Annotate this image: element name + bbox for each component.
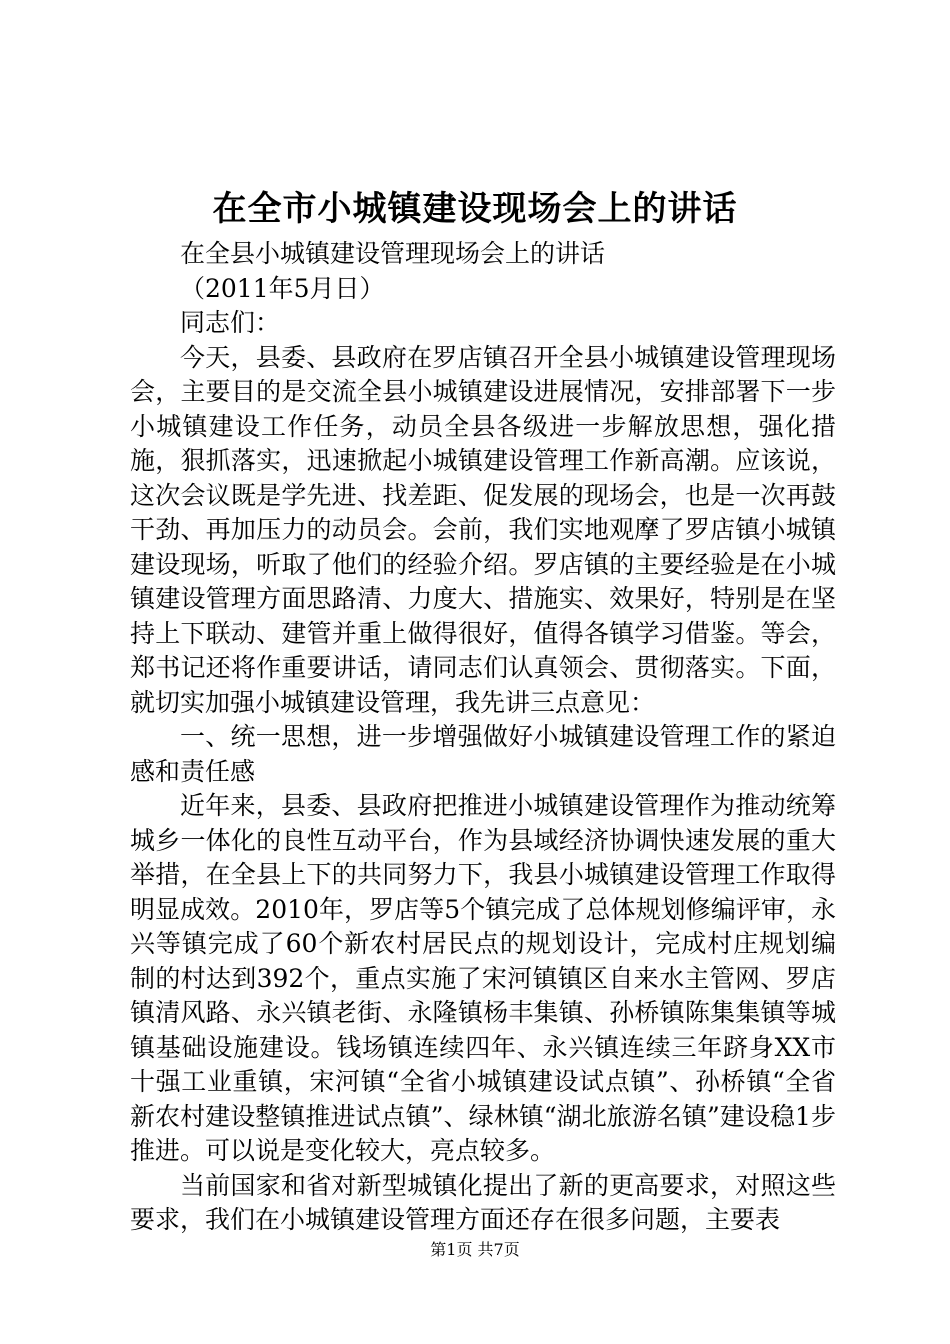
body-paragraph: 当前国家和省对新型城镇化提出了新的更高要求，对照这些要求，我们在小城镇建设管理方面还存在很多问题，主要表 [130,1170,836,1234]
document-title: 在全市小城镇建设现场会上的讲话 [212,189,738,229]
document-body [130,237,836,1238]
body-paragraph: 近年来，县委、县政府把推进小城镇建设管理作为推动统筹城乡一体化的良性互动平台，作为县域经济协调快速发展的重大举措，在全县上下的共同努力下，我县小城镇建设管理工作取得明显成效。2010年，罗店等5个镇完成了总体规划修编评审，永兴等镇完成了60个新农村居民点的规划设计，完成村庄规划编制的村达到392个，重点实施了宋河镇镇区自来水主管网、罗店镇清风路、永兴镇老街、永隆镇杨丰集镇、孙桥镇陈集集镇等城镇基础设施建设。钱场镇连续四年、永兴镇连续三年跻身XX市十强工业重镇，宋河镇“全省小城镇建设试点镇”、孙桥镇“全省新农村建设整镇推进试点镇”、绿林镇“湖北旅游名镇”建设稳1步推进。可以说是变化较大，亮点较多。 [130,791,836,1165]
speech-date: （2011年5月日） [180,273,385,303]
body-paragraph: 今天，县委、县政府在罗店镇召开全县小城镇建设管理现场会，主要目的是交流全县小城镇建设进展情况，安排部署下一步小城镇建设工作任务，动员全县各级进一步解放思想，强化措施，狠抓落实，迅速掀起小城镇建设管理工作新高潮。应该说，这次会议既是学先进、找差距、促发展的现场会，也是一次再鼓干劲、再加压力的动员会。会前，我们实地观摩了罗店镇小城镇建设现场，听取了他们的经验介绍。罗店镇的主要经验是在小城镇建设管理方面思路清、力度大、措施实、效果好，特别是在坚持上下联动、建管并重上做得很好，值得各镇学习借鉴。等会，郑书记还将作重要讲话，请同志们认真领会、贯彻落实。下面，就切实加强小城镇建设管理，我先讲三点意见： [130,342,836,717]
salutation: 同志们： [180,308,281,337]
page-footer: 第1页 共7页 [430,1240,520,1259]
section-heading: 一、统一思想，进一步增强做好小城镇建设管理工作的紧迫感和责任感 [130,722,836,786]
speech-subtitle: 在全县小城镇建设管理现场会上的讲话 [180,239,606,268]
